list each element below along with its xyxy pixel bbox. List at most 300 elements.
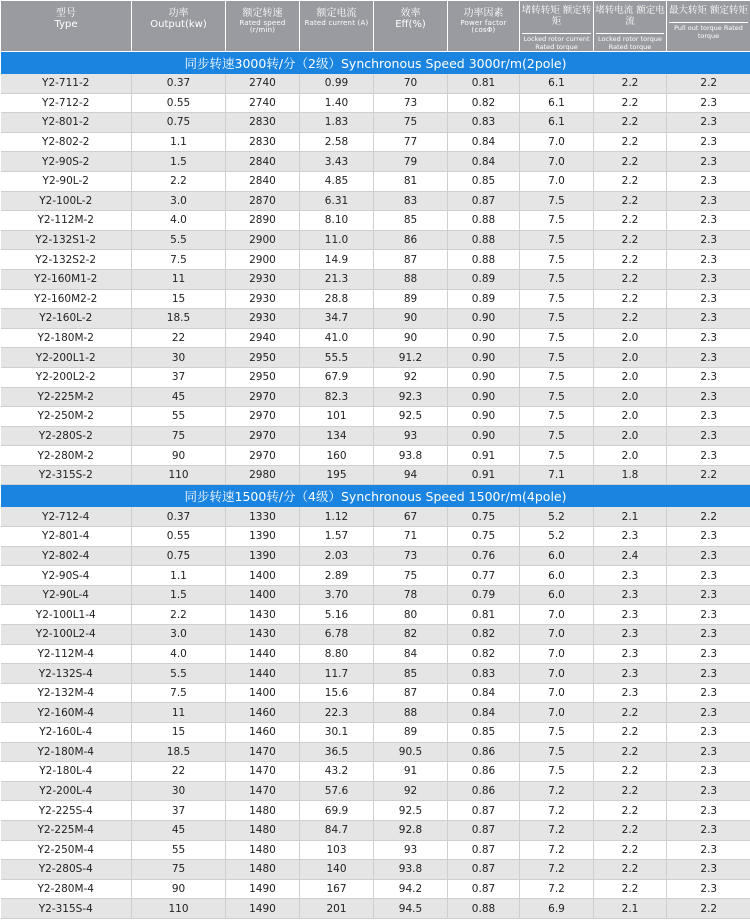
table-row: [1, 93, 750, 113]
table-cell: 78: [374, 585, 448, 605]
table-cell: 110: [132, 899, 226, 919]
table-cell: 55: [132, 407, 226, 427]
table-cell: 0.75: [448, 527, 520, 547]
table-cell: 0.99: [300, 74, 374, 93]
table-cell: 2.3: [667, 171, 750, 191]
table-cell: 75: [374, 566, 448, 586]
table-cell: 57.6: [300, 781, 374, 801]
table-cell: 2.3: [594, 683, 667, 703]
table-cell: 2.2: [594, 191, 667, 211]
table-cell: 6.78: [300, 625, 374, 645]
table-cell: 2.0: [594, 367, 667, 387]
table-cell: 2.58: [300, 132, 374, 152]
table-cell: 6.1: [520, 113, 594, 133]
table-cell: Y2-802-4: [1, 546, 132, 566]
table-cell: 1400: [226, 683, 300, 703]
table-cell: 88: [374, 269, 448, 289]
table-cell: Y2-90S-4: [1, 566, 132, 586]
table-cell: 2.89: [300, 566, 374, 586]
table-cell: 3.0: [132, 625, 226, 645]
table-row: [1, 723, 750, 743]
table-cell: 2.3: [667, 566, 750, 586]
table-cell: 2740: [226, 74, 300, 93]
table-cell: 2.3: [667, 723, 750, 743]
table-cell: 7.0: [520, 171, 594, 191]
table-cell: 2870: [226, 191, 300, 211]
table-cell: 34.7: [300, 309, 374, 329]
table-row: [1, 899, 750, 919]
section-header-row: [1, 52, 750, 75]
table-cell: 140: [300, 860, 374, 880]
table-cell: Y2-132S-4: [1, 664, 132, 684]
table-cell: 0.75: [132, 546, 226, 566]
table-cell: 2.3: [594, 625, 667, 645]
table-cell: 0.90: [448, 348, 520, 368]
table-cell: Y2-100L-2: [1, 191, 132, 211]
table-cell: 1400: [226, 585, 300, 605]
table-cell: 67.9: [300, 367, 374, 387]
table-cell: 92: [374, 367, 448, 387]
table-cell: 1.5: [132, 585, 226, 605]
table-cell: 2.3: [667, 426, 750, 446]
table-cell: 22: [132, 328, 226, 348]
table-row: [1, 703, 750, 723]
table-cell: 2.2: [594, 801, 667, 821]
table-cell: 0.91: [448, 465, 520, 485]
table-cell: 93: [374, 426, 448, 446]
table-cell: 2.2: [594, 879, 667, 899]
table-cell: 101: [300, 407, 374, 427]
table-row: [1, 113, 750, 133]
table-cell: 89: [374, 723, 448, 743]
table-cell: 92.5: [374, 801, 448, 821]
table-cell: 7.5: [520, 407, 594, 427]
table-cell: 0.37: [132, 74, 226, 93]
table-cell: 14.9: [300, 250, 374, 270]
table-cell: 71: [374, 527, 448, 547]
table-cell: 2.2: [594, 152, 667, 172]
table-cell: 7.5: [520, 387, 594, 407]
table-cell: 1480: [226, 860, 300, 880]
table-cell: Y2-160M2-2: [1, 289, 132, 309]
table-cell: 1330: [226, 507, 300, 526]
table-cell: 0.84: [448, 132, 520, 152]
table-cell: 2.2: [594, 309, 667, 329]
table-cell: 90: [374, 309, 448, 329]
table-cell: 6.9: [520, 899, 594, 919]
section-header-row: [1, 485, 750, 508]
table-cell: Y2-132M-4: [1, 683, 132, 703]
table-cell: 0.75: [132, 113, 226, 133]
table-cell: 1.5: [132, 152, 226, 172]
table-cell: 1480: [226, 801, 300, 821]
table-cell: 94: [374, 465, 448, 485]
table-cell: 1400: [226, 566, 300, 586]
table-row: [1, 407, 750, 427]
table-cell: 2.3: [667, 93, 750, 113]
table-cell: 2.3: [667, 605, 750, 625]
table-cell: 2.3: [667, 840, 750, 860]
table-cell: 7.5: [520, 348, 594, 368]
table-cell: 7.2: [520, 879, 594, 899]
table-cell: 7.5: [520, 289, 594, 309]
table-cell: Y2-280M-2: [1, 446, 132, 466]
table-cell: 81: [374, 171, 448, 191]
table-cell: 2.3: [667, 527, 750, 547]
table-cell: 2.3: [667, 211, 750, 231]
table-cell: 2.3: [667, 742, 750, 762]
table-cell: Y2-200L1-2: [1, 348, 132, 368]
table-cell: 7.2: [520, 860, 594, 880]
table-cell: 83: [374, 191, 448, 211]
table-cell: 2.3: [667, 644, 750, 664]
table-cell: 1.1: [132, 566, 226, 586]
table-row: [1, 879, 750, 899]
table-cell: 92.3: [374, 387, 448, 407]
table-cell: 6.1: [520, 93, 594, 113]
table-cell: 5.5: [132, 664, 226, 684]
table-cell: 73: [374, 546, 448, 566]
table-cell: 87: [374, 250, 448, 270]
table-cell: 0.55: [132, 93, 226, 113]
table-row: [1, 132, 750, 152]
table-cell: 2.3: [667, 132, 750, 152]
table-cell: 85: [374, 211, 448, 231]
table-cell: 0.90: [448, 426, 520, 446]
table-cell: 2940: [226, 328, 300, 348]
table-cell: 2930: [226, 289, 300, 309]
table-cell: 2.3: [667, 230, 750, 250]
table-cell: 2.3: [667, 269, 750, 289]
table-row: [1, 309, 750, 329]
table-cell: 0.87: [448, 191, 520, 211]
table-cell: Y2-280M-4: [1, 879, 132, 899]
table-cell: Y2-200L-4: [1, 781, 132, 801]
table-cell: 7.0: [520, 605, 594, 625]
table-cell: 0.82: [448, 644, 520, 664]
table-cell: 2.3: [667, 585, 750, 605]
table-cell: 0.88: [448, 230, 520, 250]
table-cell: 7.5: [132, 250, 226, 270]
table-cell: 2.3: [667, 328, 750, 348]
table-cell: Y2-712-4: [1, 507, 132, 526]
table-cell: Y2-315S-4: [1, 899, 132, 919]
table-cell: 167: [300, 879, 374, 899]
table-cell: Y2-100L1-4: [1, 605, 132, 625]
table-cell: 28.8: [300, 289, 374, 309]
table-cell: 2.3: [594, 566, 667, 586]
table-cell: 45: [132, 387, 226, 407]
table-cell: 1430: [226, 625, 300, 645]
table-cell: 2970: [226, 426, 300, 446]
table-cell: 1.57: [300, 527, 374, 547]
table-cell: Y2-90L-4: [1, 585, 132, 605]
table-cell: 1470: [226, 762, 300, 782]
table-cell: 7.5: [520, 762, 594, 782]
header-rated-current: 额定电流 Rated current (A): [300, 1, 374, 52]
table-cell: 5.16: [300, 605, 374, 625]
table-cell: Y2-801-2: [1, 113, 132, 133]
table-cell: 0.90: [448, 387, 520, 407]
table-cell: 93: [374, 840, 448, 860]
table-cell: 2.2: [594, 723, 667, 743]
table-cell: 30: [132, 348, 226, 368]
table-cell: 85: [374, 664, 448, 684]
table-cell: Y2-801-4: [1, 527, 132, 547]
table-cell: 6.0: [520, 546, 594, 566]
table-cell: 0.84: [448, 703, 520, 723]
table-cell: 75: [132, 426, 226, 446]
table-row: [1, 348, 750, 368]
table-cell: 2.3: [667, 309, 750, 329]
table-cell: Y2-160M1-2: [1, 269, 132, 289]
table-cell: 2.3: [667, 407, 750, 427]
table-row: [1, 840, 750, 860]
table-cell: 7.5: [520, 742, 594, 762]
table-cell: 2.3: [667, 860, 750, 880]
table-cell: 2840: [226, 171, 300, 191]
table-cell: Y2-280S-4: [1, 860, 132, 880]
table-cell: 7.5: [520, 446, 594, 466]
table-row: [1, 546, 750, 566]
table-row: [1, 820, 750, 840]
table-cell: 2.3: [594, 527, 667, 547]
table-cell: Y2-200L2-2: [1, 367, 132, 387]
table-cell: 1440: [226, 644, 300, 664]
table-cell: 80: [374, 605, 448, 625]
table-cell: 41.0: [300, 328, 374, 348]
table-cell: 2.3: [594, 605, 667, 625]
table-cell: 90: [132, 446, 226, 466]
table-cell: 36.5: [300, 742, 374, 762]
table-cell: 7.0: [520, 625, 594, 645]
table-cell: 2.2: [594, 703, 667, 723]
table-row: [1, 465, 750, 485]
table-cell: 55.5: [300, 348, 374, 368]
table-cell: 5.5: [132, 230, 226, 250]
table-cell: 2.2: [667, 507, 750, 526]
table-cell: 94.5: [374, 899, 448, 919]
table-cell: 2900: [226, 230, 300, 250]
table-cell: 0.83: [448, 113, 520, 133]
table-cell: 2.3: [667, 820, 750, 840]
table-row: [1, 289, 750, 309]
table-cell: 3.70: [300, 585, 374, 605]
table-cell: Y2-132S1-2: [1, 230, 132, 250]
table-cell: 195: [300, 465, 374, 485]
table-row: [1, 507, 750, 526]
table-cell: Y2-180M-2: [1, 328, 132, 348]
table-cell: 8.80: [300, 644, 374, 664]
table-cell: 2.1: [594, 899, 667, 919]
header-locked-rotor-torque: 堵转电流 额定电流 Locked rotor torque Rated torque: [594, 1, 667, 52]
table-cell: 2.2: [594, 230, 667, 250]
table-cell: 11: [132, 703, 226, 723]
table-cell: 73: [374, 93, 448, 113]
table-cell: 2.3: [667, 113, 750, 133]
table-cell: 2.2: [667, 74, 750, 93]
header-output: 功率 Output(kw): [132, 1, 226, 52]
table-cell: 0.84: [448, 683, 520, 703]
table-cell: 84.7: [300, 820, 374, 840]
table-cell: 2.3: [667, 781, 750, 801]
table-row: [1, 367, 750, 387]
table-cell: 2.3: [667, 664, 750, 684]
table-cell: 7.5: [520, 211, 594, 231]
table-cell: 2970: [226, 407, 300, 427]
table-cell: 90: [132, 879, 226, 899]
table-cell: 1480: [226, 820, 300, 840]
table-cell: 2980: [226, 465, 300, 485]
table-cell: 79: [374, 152, 448, 172]
table-header: [1, 1, 750, 52]
header-type: 型号 Type: [1, 1, 132, 52]
table-row: [1, 762, 750, 782]
table-cell: Y2-100L2-4: [1, 625, 132, 645]
table-cell: 2.2: [594, 742, 667, 762]
table-cell: 86: [374, 230, 448, 250]
table-cell: 92.5: [374, 407, 448, 427]
table-cell: 18.5: [132, 309, 226, 329]
table-cell: 7.5: [520, 723, 594, 743]
table-cell: 160: [300, 446, 374, 466]
table-cell: 30.1: [300, 723, 374, 743]
table-cell: 110: [132, 465, 226, 485]
table-cell: 3.0: [132, 191, 226, 211]
table-cell: Y2-225M-4: [1, 820, 132, 840]
header-locked-rotor-current: 堵转转矩 额定转矩 Locked rotor current Rated torque: [520, 1, 594, 52]
table-cell: 2.2: [594, 840, 667, 860]
table-cell: 75: [132, 860, 226, 880]
table-cell: 82: [374, 625, 448, 645]
table-cell: 1390: [226, 546, 300, 566]
table-cell: 2.3: [667, 762, 750, 782]
table-cell: 2.3: [667, 289, 750, 309]
table-cell: 2970: [226, 446, 300, 466]
table-cell: 7.5: [520, 191, 594, 211]
table-cell: 2930: [226, 309, 300, 329]
header-power-factor: 功率因素 Power factor (cosΦ): [448, 1, 520, 52]
table-cell: 5.2: [520, 507, 594, 526]
table-cell: 2.3: [667, 683, 750, 703]
table-cell: 0.82: [448, 93, 520, 113]
table-cell: 0.90: [448, 407, 520, 427]
table-cell: Y2-711-2: [1, 74, 132, 93]
table-cell: 0.90: [448, 328, 520, 348]
table-cell: 0.85: [448, 723, 520, 743]
table-cell: 103: [300, 840, 374, 860]
header-rated-speed: 额定转速 Rated speed (r/min): [226, 1, 300, 52]
table-cell: 67: [374, 507, 448, 526]
table-cell: 1460: [226, 703, 300, 723]
table-cell: 6.0: [520, 566, 594, 586]
table-row: [1, 426, 750, 446]
table-cell: 2830: [226, 132, 300, 152]
table-cell: 1.12: [300, 507, 374, 526]
table-cell: 0.76: [448, 546, 520, 566]
table-cell: 1480: [226, 840, 300, 860]
table-body: [1, 52, 750, 919]
table-cell: 7.5: [520, 367, 594, 387]
table-cell: 2.2: [594, 74, 667, 93]
table-cell: 37: [132, 367, 226, 387]
table-cell: 2830: [226, 113, 300, 133]
table-cell: 0.83: [448, 664, 520, 684]
table-cell: 2.3: [667, 625, 750, 645]
section-title: 同步转速3000转/分（2级）Synchronous Speed 3000r/m(2pole): [1, 52, 750, 75]
header-efficiency: 效率 Eff(%): [374, 1, 448, 52]
table-row: [1, 191, 750, 211]
table-cell: 1.1: [132, 132, 226, 152]
table-cell: 0.55: [132, 527, 226, 547]
table-cell: 0.86: [448, 762, 520, 782]
table-cell: 2.3: [667, 703, 750, 723]
table-cell: 2.2: [594, 860, 667, 880]
table-cell: 2950: [226, 348, 300, 368]
table-row: [1, 781, 750, 801]
table-cell: 1490: [226, 899, 300, 919]
table-row: [1, 605, 750, 625]
table-cell: 2.3: [667, 191, 750, 211]
table-cell: 2.0: [594, 407, 667, 427]
table-cell: Y2-180L-4: [1, 762, 132, 782]
table-cell: Y2-712-2: [1, 93, 132, 113]
table-cell: 2.4: [594, 546, 667, 566]
table-cell: 3.43: [300, 152, 374, 172]
table-cell: 0.87: [448, 801, 520, 821]
table-cell: 93.8: [374, 860, 448, 880]
table-cell: 45: [132, 820, 226, 840]
table-row: [1, 152, 750, 172]
table-cell: 2.3: [667, 250, 750, 270]
table-cell: 22: [132, 762, 226, 782]
table-cell: 4.0: [132, 211, 226, 231]
table-cell: 93.8: [374, 446, 448, 466]
table-row: [1, 644, 750, 664]
table-cell: 2930: [226, 269, 300, 289]
table-cell: 7.0: [520, 644, 594, 664]
table-cell: 2840: [226, 152, 300, 172]
table-cell: 89: [374, 289, 448, 309]
table-cell: 7.2: [520, 801, 594, 821]
table-cell: 2.2: [132, 171, 226, 191]
section-title: 同步转速1500转/分（4级）Synchronous Speed 1500r/m(4pole): [1, 485, 750, 508]
table-cell: 2.0: [594, 426, 667, 446]
table-cell: 0.91: [448, 446, 520, 466]
table-cell: 7.5: [520, 328, 594, 348]
table-cell: 2.0: [594, 348, 667, 368]
table-cell: 2.3: [594, 585, 667, 605]
table-cell: 92.8: [374, 820, 448, 840]
table-cell: 90: [374, 328, 448, 348]
table-cell: 6.31: [300, 191, 374, 211]
table-cell: 1.8: [594, 465, 667, 485]
table-cell: 11.0: [300, 230, 374, 250]
table-cell: 7.2: [520, 820, 594, 840]
table-cell: 2.2: [667, 465, 750, 485]
table-cell: 15.6: [300, 683, 374, 703]
table-cell: 7.0: [520, 152, 594, 172]
table-cell: 7.5: [132, 683, 226, 703]
table-cell: 2.3: [667, 546, 750, 566]
table-cell: Y2-160M-4: [1, 703, 132, 723]
table-cell: 2.2: [594, 250, 667, 270]
table-cell: 77: [374, 132, 448, 152]
table-cell: 2.3: [667, 152, 750, 172]
table-cell: 2950: [226, 367, 300, 387]
table-cell: 37: [132, 801, 226, 821]
table-cell: 1440: [226, 664, 300, 684]
